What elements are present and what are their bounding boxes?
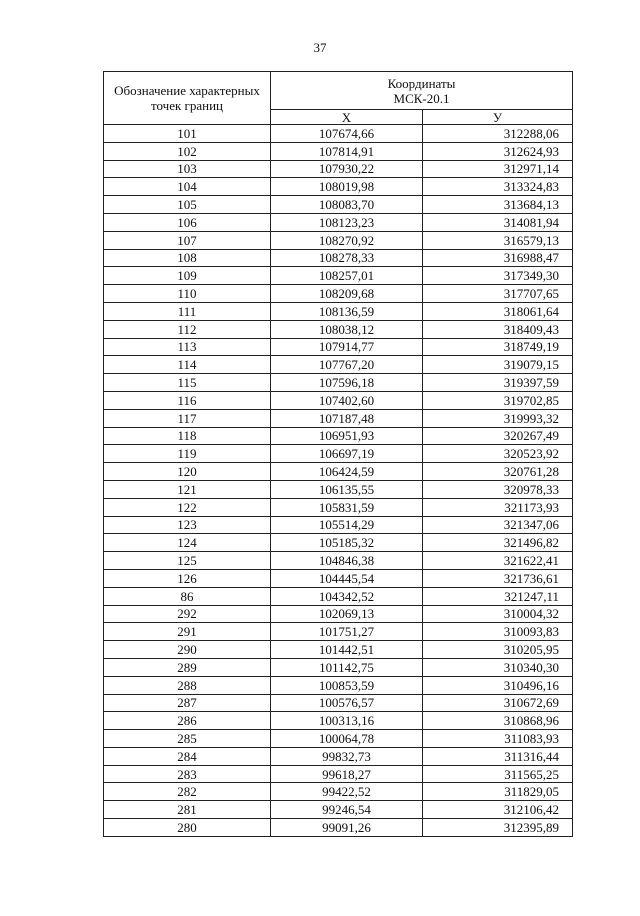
y-coordinate-cell: 312971,14 xyxy=(423,160,573,178)
x-coordinate-cell: 101442,51 xyxy=(271,641,423,659)
table-row xyxy=(104,213,573,231)
y-coordinate-cell: 321496,82 xyxy=(423,534,573,552)
table-row xyxy=(104,694,573,712)
y-coordinate-cell: 313324,83 xyxy=(423,178,573,196)
table-row xyxy=(104,765,573,783)
x-coordinate-cell: 104846,38 xyxy=(271,552,423,570)
point-cell: 290 xyxy=(104,641,271,659)
y-coordinate-cell: 313684,13 xyxy=(423,196,573,214)
y-coordinate-cell: 310340,30 xyxy=(423,658,573,676)
point-cell: 105 xyxy=(104,196,271,214)
x-coordinate-cell: 108038,12 xyxy=(271,320,423,338)
table-row xyxy=(104,516,573,534)
x-coordinate-cell: 104342,52 xyxy=(271,587,423,605)
table-row xyxy=(104,569,573,587)
x-coordinate-cell: 108209,68 xyxy=(271,285,423,303)
point-cell: 291 xyxy=(104,623,271,641)
y-coordinate-cell: 319993,32 xyxy=(423,409,573,427)
y-coordinate-cell: 312106,42 xyxy=(423,801,573,819)
point-cell: 86 xyxy=(104,587,271,605)
point-cell: 118 xyxy=(104,427,271,445)
y-coordinate-cell: 317349,30 xyxy=(423,267,573,285)
coordinates-table xyxy=(103,71,573,837)
x-coordinate-cell: 105185,32 xyxy=(271,534,423,552)
point-cell: 111 xyxy=(104,302,271,320)
table-row xyxy=(104,801,573,819)
point-cell: 282 xyxy=(104,783,271,801)
x-coordinate-cell: 101142,75 xyxy=(271,658,423,676)
coordinate-system: МСК-20.1 xyxy=(393,90,450,106)
point-cell: 289 xyxy=(104,658,271,676)
table-row xyxy=(104,374,573,392)
y-coordinate-cell: 311083,93 xyxy=(423,730,573,748)
point-cell: 107 xyxy=(104,231,271,249)
y-coordinate-cell: 321736,61 xyxy=(423,569,573,587)
y-coordinate-cell: 320761,28 xyxy=(423,463,573,481)
point-cell: 122 xyxy=(104,498,271,516)
table-row xyxy=(104,178,573,196)
y-coordinate-cell: 321622,41 xyxy=(423,552,573,570)
table-row xyxy=(104,463,573,481)
point-cell: 116 xyxy=(104,391,271,409)
table-row xyxy=(104,658,573,676)
y-coordinate-cell: 318409,43 xyxy=(423,320,573,338)
x-coordinate-cell: 107767,20 xyxy=(271,356,423,374)
table-row xyxy=(104,267,573,285)
x-column-header: Х xyxy=(271,110,423,125)
table-row xyxy=(104,712,573,730)
point-designation-header: Обозначение характерных точек границ xyxy=(104,72,271,125)
y-coordinate-cell: 319702,85 xyxy=(423,391,573,409)
table-row xyxy=(104,160,573,178)
point-cell: 286 xyxy=(104,712,271,730)
y-coordinate-cell: 320267,49 xyxy=(423,427,573,445)
x-coordinate-cell: 104445,54 xyxy=(271,569,423,587)
table-row xyxy=(104,819,573,837)
point-cell: 112 xyxy=(104,320,271,338)
table-row xyxy=(104,125,573,143)
y-coordinate-cell: 310672,69 xyxy=(423,694,573,712)
x-coordinate-cell: 107914,77 xyxy=(271,338,423,356)
y-coordinate-cell: 314081,94 xyxy=(423,213,573,231)
x-coordinate-cell: 99091,26 xyxy=(271,819,423,837)
x-coordinate-cell: 108136,59 xyxy=(271,302,423,320)
y-coordinate-cell: 312288,06 xyxy=(423,125,573,143)
x-coordinate-cell: 106135,55 xyxy=(271,480,423,498)
table-row xyxy=(104,356,573,374)
y-coordinate-cell: 317707,65 xyxy=(423,285,573,303)
point-cell: 114 xyxy=(104,356,271,374)
y-coordinate-cell: 310868,96 xyxy=(423,712,573,730)
point-cell: 101 xyxy=(104,125,271,143)
x-coordinate-cell: 108278,33 xyxy=(271,249,423,267)
x-coordinate-cell: 99832,73 xyxy=(271,747,423,765)
point-cell: 108 xyxy=(104,249,271,267)
x-coordinate-cell: 107596,18 xyxy=(271,374,423,392)
point-cell: 281 xyxy=(104,801,271,819)
table-row xyxy=(104,641,573,659)
y-coordinate-cell: 321247,11 xyxy=(423,587,573,605)
x-coordinate-cell: 108019,98 xyxy=(271,178,423,196)
point-cell: 283 xyxy=(104,765,271,783)
point-cell: 287 xyxy=(104,694,271,712)
point-cell: 109 xyxy=(104,267,271,285)
y-coordinate-cell: 320523,92 xyxy=(423,445,573,463)
table-row xyxy=(104,285,573,303)
table-row xyxy=(104,676,573,694)
point-cell: 119 xyxy=(104,445,271,463)
y-coordinate-cell: 312624,93 xyxy=(423,142,573,160)
point-cell: 113 xyxy=(104,338,271,356)
x-coordinate-cell: 100576,57 xyxy=(271,694,423,712)
x-coordinate-cell: 108123,23 xyxy=(271,213,423,231)
table-row xyxy=(104,249,573,267)
x-coordinate-cell: 107402,60 xyxy=(271,391,423,409)
x-coordinate-cell: 99422,52 xyxy=(271,783,423,801)
x-coordinate-cell: 100064,78 xyxy=(271,730,423,748)
y-column-header: У xyxy=(423,110,573,125)
table-row xyxy=(104,498,573,516)
table-row xyxy=(104,587,573,605)
point-cell: 126 xyxy=(104,569,271,587)
table-row xyxy=(104,783,573,801)
y-coordinate-cell: 319079,15 xyxy=(423,356,573,374)
table-row xyxy=(104,231,573,249)
table-row xyxy=(104,142,573,160)
page-number: 37 xyxy=(313,40,327,55)
point-cell: 292 xyxy=(104,605,271,623)
x-coordinate-cell: 108083,70 xyxy=(271,196,423,214)
table-row xyxy=(104,534,573,552)
x-coordinate-cell: 108257,01 xyxy=(271,267,423,285)
coordinates-title: Координаты xyxy=(387,75,456,91)
table-row xyxy=(104,552,573,570)
point-cell: 110 xyxy=(104,285,271,303)
table-row xyxy=(104,445,573,463)
table-row xyxy=(104,196,573,214)
y-coordinate-cell: 311829,05 xyxy=(423,783,573,801)
coordinates-header xyxy=(271,72,573,110)
y-coordinate-cell: 320978,33 xyxy=(423,480,573,498)
y-coordinate-cell: 312395,89 xyxy=(423,819,573,837)
table-row xyxy=(104,302,573,320)
x-coordinate-cell: 99618,27 xyxy=(271,765,423,783)
y-coordinate-cell: 318061,64 xyxy=(423,302,573,320)
x-coordinate-cell: 102069,13 xyxy=(271,605,423,623)
x-coordinate-cell: 101751,27 xyxy=(271,623,423,641)
x-coordinate-cell: 106424,59 xyxy=(271,463,423,481)
point-cell: 284 xyxy=(104,747,271,765)
x-coordinate-cell: 107187,48 xyxy=(271,409,423,427)
point-cell: 104 xyxy=(104,178,271,196)
table-row xyxy=(104,747,573,765)
y-coordinate-cell: 321347,06 xyxy=(423,516,573,534)
point-cell: 124 xyxy=(104,534,271,552)
x-coordinate-cell: 107674,66 xyxy=(271,125,423,143)
table-row xyxy=(104,623,573,641)
point-cell: 106 xyxy=(104,213,271,231)
table-row xyxy=(104,730,573,748)
table-row xyxy=(104,605,573,623)
point-cell: 123 xyxy=(104,516,271,534)
y-coordinate-cell: 316988,47 xyxy=(423,249,573,267)
point-cell: 103 xyxy=(104,160,271,178)
y-coordinate-cell: 311316,44 xyxy=(423,747,573,765)
point-cell: 125 xyxy=(104,552,271,570)
table-row xyxy=(104,427,573,445)
y-coordinate-cell: 319397,59 xyxy=(423,374,573,392)
point-cell: 280 xyxy=(104,819,271,837)
table-row xyxy=(104,409,573,427)
point-cell: 102 xyxy=(104,142,271,160)
y-coordinate-cell: 310496,16 xyxy=(423,676,573,694)
y-coordinate-cell: 316579,13 xyxy=(423,231,573,249)
x-coordinate-cell: 107814,91 xyxy=(271,142,423,160)
x-coordinate-cell: 105514,29 xyxy=(271,516,423,534)
x-coordinate-cell: 106697,19 xyxy=(271,445,423,463)
table-row xyxy=(104,391,573,409)
x-coordinate-cell: 100313,16 xyxy=(271,712,423,730)
x-coordinate-cell: 105831,59 xyxy=(271,498,423,516)
y-coordinate-cell: 311565,25 xyxy=(423,765,573,783)
y-coordinate-cell: 321173,93 xyxy=(423,498,573,516)
table-row xyxy=(104,320,573,338)
x-coordinate-cell: 106951,93 xyxy=(271,427,423,445)
point-cell: 121 xyxy=(104,480,271,498)
point-cell: 117 xyxy=(104,409,271,427)
table-row xyxy=(104,480,573,498)
point-cell: 285 xyxy=(104,730,271,748)
y-coordinate-cell: 318749,19 xyxy=(423,338,573,356)
point-cell: 288 xyxy=(104,676,271,694)
y-coordinate-cell: 310205,95 xyxy=(423,641,573,659)
x-coordinate-cell: 100853,59 xyxy=(271,676,423,694)
x-coordinate-cell: 108270,92 xyxy=(271,231,423,249)
table-row xyxy=(104,338,573,356)
x-coordinate-cell: 107930,22 xyxy=(271,160,423,178)
table-body xyxy=(104,125,573,837)
y-coordinate-cell: 310004,32 xyxy=(423,605,573,623)
y-coordinate-cell: 310093,83 xyxy=(423,623,573,641)
point-cell: 115 xyxy=(104,374,271,392)
x-coordinate-cell: 99246,54 xyxy=(271,801,423,819)
point-cell: 120 xyxy=(104,463,271,481)
